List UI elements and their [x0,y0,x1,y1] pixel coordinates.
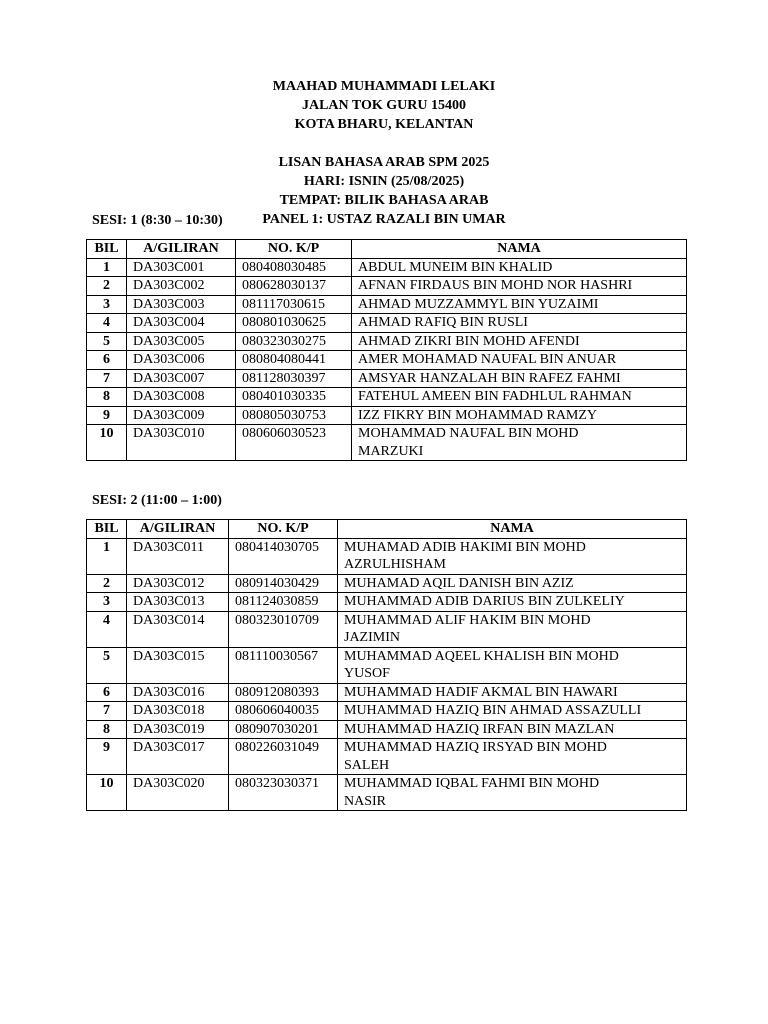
column-header-nama: NAMA [338,520,687,539]
table-row [87,277,687,296]
kp-cell: 080606040035 [229,702,338,721]
nama-line: AHMAD RAFIQ BIN RUSLI [358,315,528,330]
kp-cell: 080606030523 [236,425,352,461]
nama-line: AMER MOHAMAD NAUFAL BIN ANUAR [358,352,617,367]
table-row [87,683,687,702]
giliran-cell: DA303C019 [127,720,229,739]
nama-cell [338,538,687,574]
giliran-cell: DA303C013 [127,593,229,612]
table-row [87,720,687,739]
nama-cell [352,295,687,314]
nama-cell [352,332,687,351]
table-row [87,314,687,333]
column-header-nama: NAMA [352,240,687,259]
school-address-line-2: KOTA BHARU, KELANTAN [294,117,474,132]
nama-cell [352,314,687,333]
nama-line: MUHAMMAD AQEEL KHALISH BIN MOHD [344,648,619,664]
giliran-cell: DA303C017 [127,739,229,775]
nama-cell [352,425,687,461]
nama-line: MOHAMMAD NAUFAL BIN MOHD [358,426,579,441]
giliran-cell: DA303C009 [127,406,236,425]
nama-line: MUHAMMAD HADIF AKMAL BIN HAWARI [344,684,618,700]
nama-line: MUHAMMAD IQBAL FAHMI BIN MOHD [344,776,600,791]
exam-panel: PANEL 1: USTAZ RAZALI BIN UMAR [262,212,506,227]
exam-place: TEMPAT: BILIK BAHASA ARAB [279,193,489,208]
table-row [87,702,687,721]
giliran-cell: DA303C012 [127,574,229,593]
column-header-giliran: A/GILIRAN [127,240,236,259]
nama-line: AFNAN FIRDAUS BIN MOHD NOR HASHRI [358,278,633,293]
nama-cell [338,574,687,593]
nama-line: MUHAMMAD HAZIQ IRSYAD BIN MOHD [344,740,607,755]
bil-cell: 1 [87,538,127,574]
nama-line: JAZIMIN [344,630,400,645]
table-row [87,593,687,612]
bil-cell: 8 [87,388,127,407]
giliran-cell: DA303C008 [127,388,236,407]
nama-line: IZZ FIKRY BIN MOHAMMAD RAMZY [358,407,598,423]
nama-cell [338,647,687,683]
column-header-kp: NO. K/P [229,520,338,539]
kp-cell: 080408030485 [236,258,352,277]
kp-cell: 080628030137 [236,277,352,296]
giliran-cell: DA303C006 [127,351,236,370]
table-row [87,388,687,407]
bil-cell: 9 [87,406,127,425]
kp-cell: 081110030567 [229,647,338,683]
header-spacer [0,134,768,153]
table-row [87,332,687,351]
giliran-cell: DA303C010 [127,425,236,461]
kp-cell: 080805030753 [236,406,352,425]
school-address-line-1: JALAN TOK GURU 15400 [301,98,466,113]
kp-cell: 080907030201 [229,720,338,739]
kp-cell: 080323010709 [229,611,338,647]
nama-cell [338,720,687,739]
kp-cell: 081117030615 [236,295,352,314]
bil-cell: 9 [87,739,127,775]
kp-cell: 081124030859 [229,593,338,612]
session-1-label: SESI: 1 (8:30 – 10:30) [92,213,223,228]
giliran-cell: DA303C007 [127,369,236,388]
column-header-bil: BIL [87,240,127,259]
nama-line: MUHAMMAD ADIB DARIUS BIN ZULKELIY [344,594,625,609]
kp-cell: 080912080393 [229,683,338,702]
column-header-kp: NO. K/P [236,240,352,259]
table-row [87,406,687,425]
nama-line: MUHAMAD ADIB HAKIMI BIN MOHD [344,539,586,555]
nama-line: MUHAMMAD HAZIQ IRFAN BIN MAZLAN [344,721,615,737]
giliran-cell: DA303C003 [127,295,236,314]
giliran-cell: DA303C018 [127,702,229,721]
nama-cell [352,277,687,296]
nama-cell [338,611,687,647]
bil-cell: 5 [87,332,127,351]
table-row [87,647,687,683]
kp-cell: 080226031049 [229,739,338,775]
bil-cell: 1 [87,258,127,277]
bil-cell: 4 [87,314,127,333]
giliran-cell: DA303C020 [127,775,229,811]
table-row [87,369,687,388]
nama-line: MUHAMMAD HAZIQ BIN AHMAD ASSAZULLI [344,703,642,718]
nama-line: AMSYAR HANZALAH BIN RAFEZ FAHMI [358,370,621,386]
school-name: MAAHAD MUHAMMADI LELAKI [272,79,496,94]
nama-cell [338,593,687,612]
table-row [87,538,687,574]
session-2-rows [87,538,687,811]
table-row [87,295,687,314]
bil-cell: 3 [87,295,127,314]
giliran-cell: DA303C001 [127,258,236,277]
nama-cell [352,369,687,388]
nama-cell [352,388,687,407]
giliran-cell: DA303C011 [127,538,229,574]
table-row [87,425,687,461]
bil-cell: 10 [87,775,127,811]
bil-cell: 2 [87,277,127,296]
column-header-giliran: A/GILIRAN [127,520,229,539]
nama-cell [338,775,687,811]
nama-line: NASIR [344,793,387,809]
nama-line: FATEHUL AMEEN BIN FADHLUL RAHMAN [358,389,632,404]
session-2-label: SESI: 2 (11:00 – 1:00) [92,493,222,508]
table-row [87,351,687,370]
giliran-cell: DA303C015 [127,647,229,683]
document-header [0,77,768,229]
nama-line: MUHAMMAD ALIF HAKIM BIN MOHD [344,612,591,628]
column-header-bil: BIL [87,520,127,539]
kp-cell: 080323030371 [229,775,338,811]
nama-cell [352,406,687,425]
kp-cell: 080914030429 [229,574,338,593]
bil-cell: 10 [87,425,127,461]
kp-cell: 080414030705 [229,538,338,574]
exam-day: HARI: ISNIN (25/08/2025) [303,174,465,189]
giliran-cell: DA303C016 [127,683,229,702]
giliran-cell: DA303C014 [127,611,229,647]
nama-cell [352,258,687,277]
nama-cell [338,702,687,721]
nama-line: MARZUKI [358,443,424,459]
bil-cell: 6 [87,683,127,702]
session-1-rows [87,258,687,461]
table-header-row [87,240,687,259]
bil-cell: 8 [87,720,127,739]
bil-cell: 7 [87,369,127,388]
nama-line: AZRULHISHAM [344,557,446,572]
bil-cell: 4 [87,611,127,647]
nama-line: AHMAD MUZZAMMYL BIN YUZAIMI [358,296,599,312]
nama-line: SALEH [344,757,390,773]
kp-cell: 080323030275 [236,332,352,351]
session-2-table [86,519,687,811]
table-row [87,739,687,775]
nama-line: ABDUL MUNEIM BIN KHALID [358,259,553,275]
bil-cell: 3 [87,593,127,612]
nama-line: MUHAMAD AQIL DANISH BIN AZIZ [344,575,574,591]
nama-line: YUSOF [344,666,390,681]
exam-title: LISAN BAHASA ARAB SPM 2025 [278,155,490,170]
giliran-cell: DA303C004 [127,314,236,333]
nama-cell [338,683,687,702]
table-row [87,611,687,647]
kp-cell: 080801030625 [236,314,352,333]
nama-line: AHMAD ZIKRI BIN MOHD AFENDI [358,333,580,349]
kp-cell: 080804080441 [236,351,352,370]
bil-cell: 6 [87,351,127,370]
bil-cell: 2 [87,574,127,593]
giliran-cell: DA303C005 [127,332,236,351]
table-row [87,574,687,593]
bil-cell: 7 [87,702,127,721]
table-row [87,258,687,277]
nama-cell [338,739,687,775]
giliran-cell: DA303C002 [127,277,236,296]
table-header-row [87,520,687,539]
kp-cell: 081128030397 [236,369,352,388]
kp-cell: 080401030335 [236,388,352,407]
session-1-table [86,239,687,461]
table-row [87,775,687,811]
nama-cell [352,351,687,370]
bil-cell: 5 [87,647,127,683]
